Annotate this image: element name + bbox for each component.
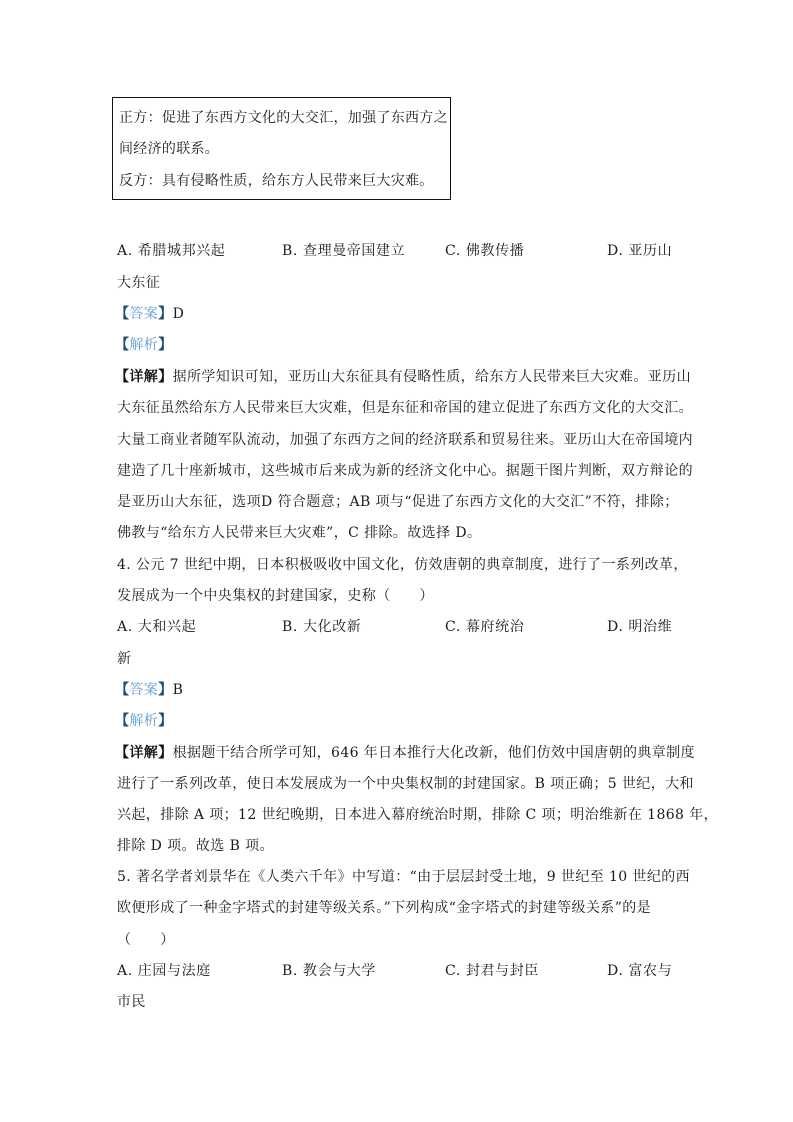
debate-quote-box <box>112 97 451 200</box>
box-line-pro: 正方：促进了东西方文化的大交汇，加强了东西方之 <box>119 110 448 126</box>
tag-bracket-open: 【 <box>115 306 130 322</box>
q4-detail-line-2: 进行了一系列改革，使日本发展成为一个中央集权制的封建国家。B 项正确；5 世纪，大和 <box>117 776 694 792</box>
tag-bracket-open: 【 <box>115 337 130 353</box>
q5-stem-line-2: 欧便形成了一种金字塔式的封建等级关系。”下列构成“金字塔式的封建等级关系”的是 <box>117 900 652 916</box>
q3-detail-line-5: 是亚历山大东征，选项D 符合题意；AB 项与“促进了东西方文化的大交汇”不符，排除； <box>117 494 679 510</box>
q4-answer <box>115 679 183 699</box>
q4-option-c: C. 幕府统治 <box>445 619 525 635</box>
tag-bracket-close: 】 <box>158 682 173 698</box>
q5-option-d: D. 富农与 <box>607 963 673 979</box>
q3-option-d: D. 亚历山 <box>607 243 673 259</box>
q3-option-c: C. 佛教传播 <box>445 243 525 259</box>
answer-label: 答案 <box>129 682 159 698</box>
q4-detail-line-4: 排除 D 项。故选 B 项。 <box>117 838 274 854</box>
q4-option-d-wrap: 新 <box>117 651 132 667</box>
q5-option-a: A. 庄园与法庭 <box>117 963 211 979</box>
q3-answer <box>115 303 184 323</box>
q4-option-d: D. 明治维 <box>607 619 673 635</box>
q4-detail-line-1 <box>115 742 695 762</box>
detail-label: 【详解】 <box>115 745 173 761</box>
q4-stem-line-2: 发展成为一个中央集权的封建国家，史称（ ） <box>117 588 434 604</box>
q3-option-d-wrap: 大东征 <box>117 275 161 291</box>
q4-option-b: B. 大化改新 <box>282 619 362 635</box>
answer-value: B <box>172 682 184 698</box>
q3-detail-line-2: 大东征虽然给东方人民带来巨大灾难，但是东征和帝国的建立促进了东西方文化的大交汇。 <box>117 400 693 416</box>
q5-stem-line-1: 5. 著名学者刘景华在《人类六千年》中写道：“由于层层封受土地，9 世纪至 10 世纪的西 <box>117 869 691 885</box>
tag-bracket-open: 【 <box>115 713 130 729</box>
q3-detail-line-3: 大量工商业者随军队流动，加强了东西方之间的经济联系和贸易往来。亚历山大在帝国境内 <box>117 432 693 448</box>
box-line-pro-wrap: 间经济的联系。 <box>119 141 220 157</box>
analysis-label: 解析 <box>129 337 159 353</box>
answer-label: 答案 <box>129 306 159 322</box>
q4-analysis-heading <box>115 710 173 730</box>
q4-option-a: A. 大和兴起 <box>117 619 197 635</box>
q5-stem-line-3: （ ） <box>117 932 175 948</box>
q3-detail-line-1 <box>115 366 691 386</box>
q5-option-b: B. 教会与大学 <box>282 963 376 979</box>
tag-bracket-open: 【 <box>115 682 130 698</box>
q5-option-c: C. 封君与封臣 <box>445 963 539 979</box>
q3-detail-line-6: 佛教与“给东方人民带来巨大灾难”，C 排除。故选择 D。 <box>117 525 482 541</box>
q3-option-a: A. 希腊城邦兴起 <box>117 243 226 259</box>
q4-detail-line-3: 兴起，排除 A 项；12 世纪晚期，日本进入幕府统治时期，排除 C 项；明治维新在 1868 年， <box>117 807 719 823</box>
answer-value: D <box>172 306 185 322</box>
q3-option-b: B. 查理曼帝国建立 <box>282 243 406 259</box>
q3-analysis-heading <box>115 334 173 354</box>
tag-bracket-close: 】 <box>158 306 173 322</box>
tag-bracket-close: 】 <box>158 713 173 729</box>
tag-bracket-close: 】 <box>158 337 173 353</box>
box-line-con: 反方：具有侵略性质，给东方人民带来巨大灾难。 <box>119 173 434 189</box>
analysis-label: 解析 <box>129 713 159 729</box>
q5-option-d-wrap: 市民 <box>117 994 146 1010</box>
detail-text: 根据题干结合所学可知，646 年日本推行大化改新，他们仿效中国唐朝的典章制度 <box>172 745 695 761</box>
detail-text: 据所学知识可知，亚历山大东征具有侵略性质，给东方人民带来巨大灾难。亚历山 <box>172 369 692 385</box>
q4-stem-line-1: 4. 公元 7 世纪中期，日本积极吸收中国文化，仿效唐朝的典章制度，进行了一系列改革， <box>117 557 688 573</box>
detail-label: 【详解】 <box>115 369 173 385</box>
q3-detail-line-4: 建造了几十座新城市，这些城市后来成为新的经济文化中心。据题干图片判断，双方辩论的 <box>117 463 693 479</box>
